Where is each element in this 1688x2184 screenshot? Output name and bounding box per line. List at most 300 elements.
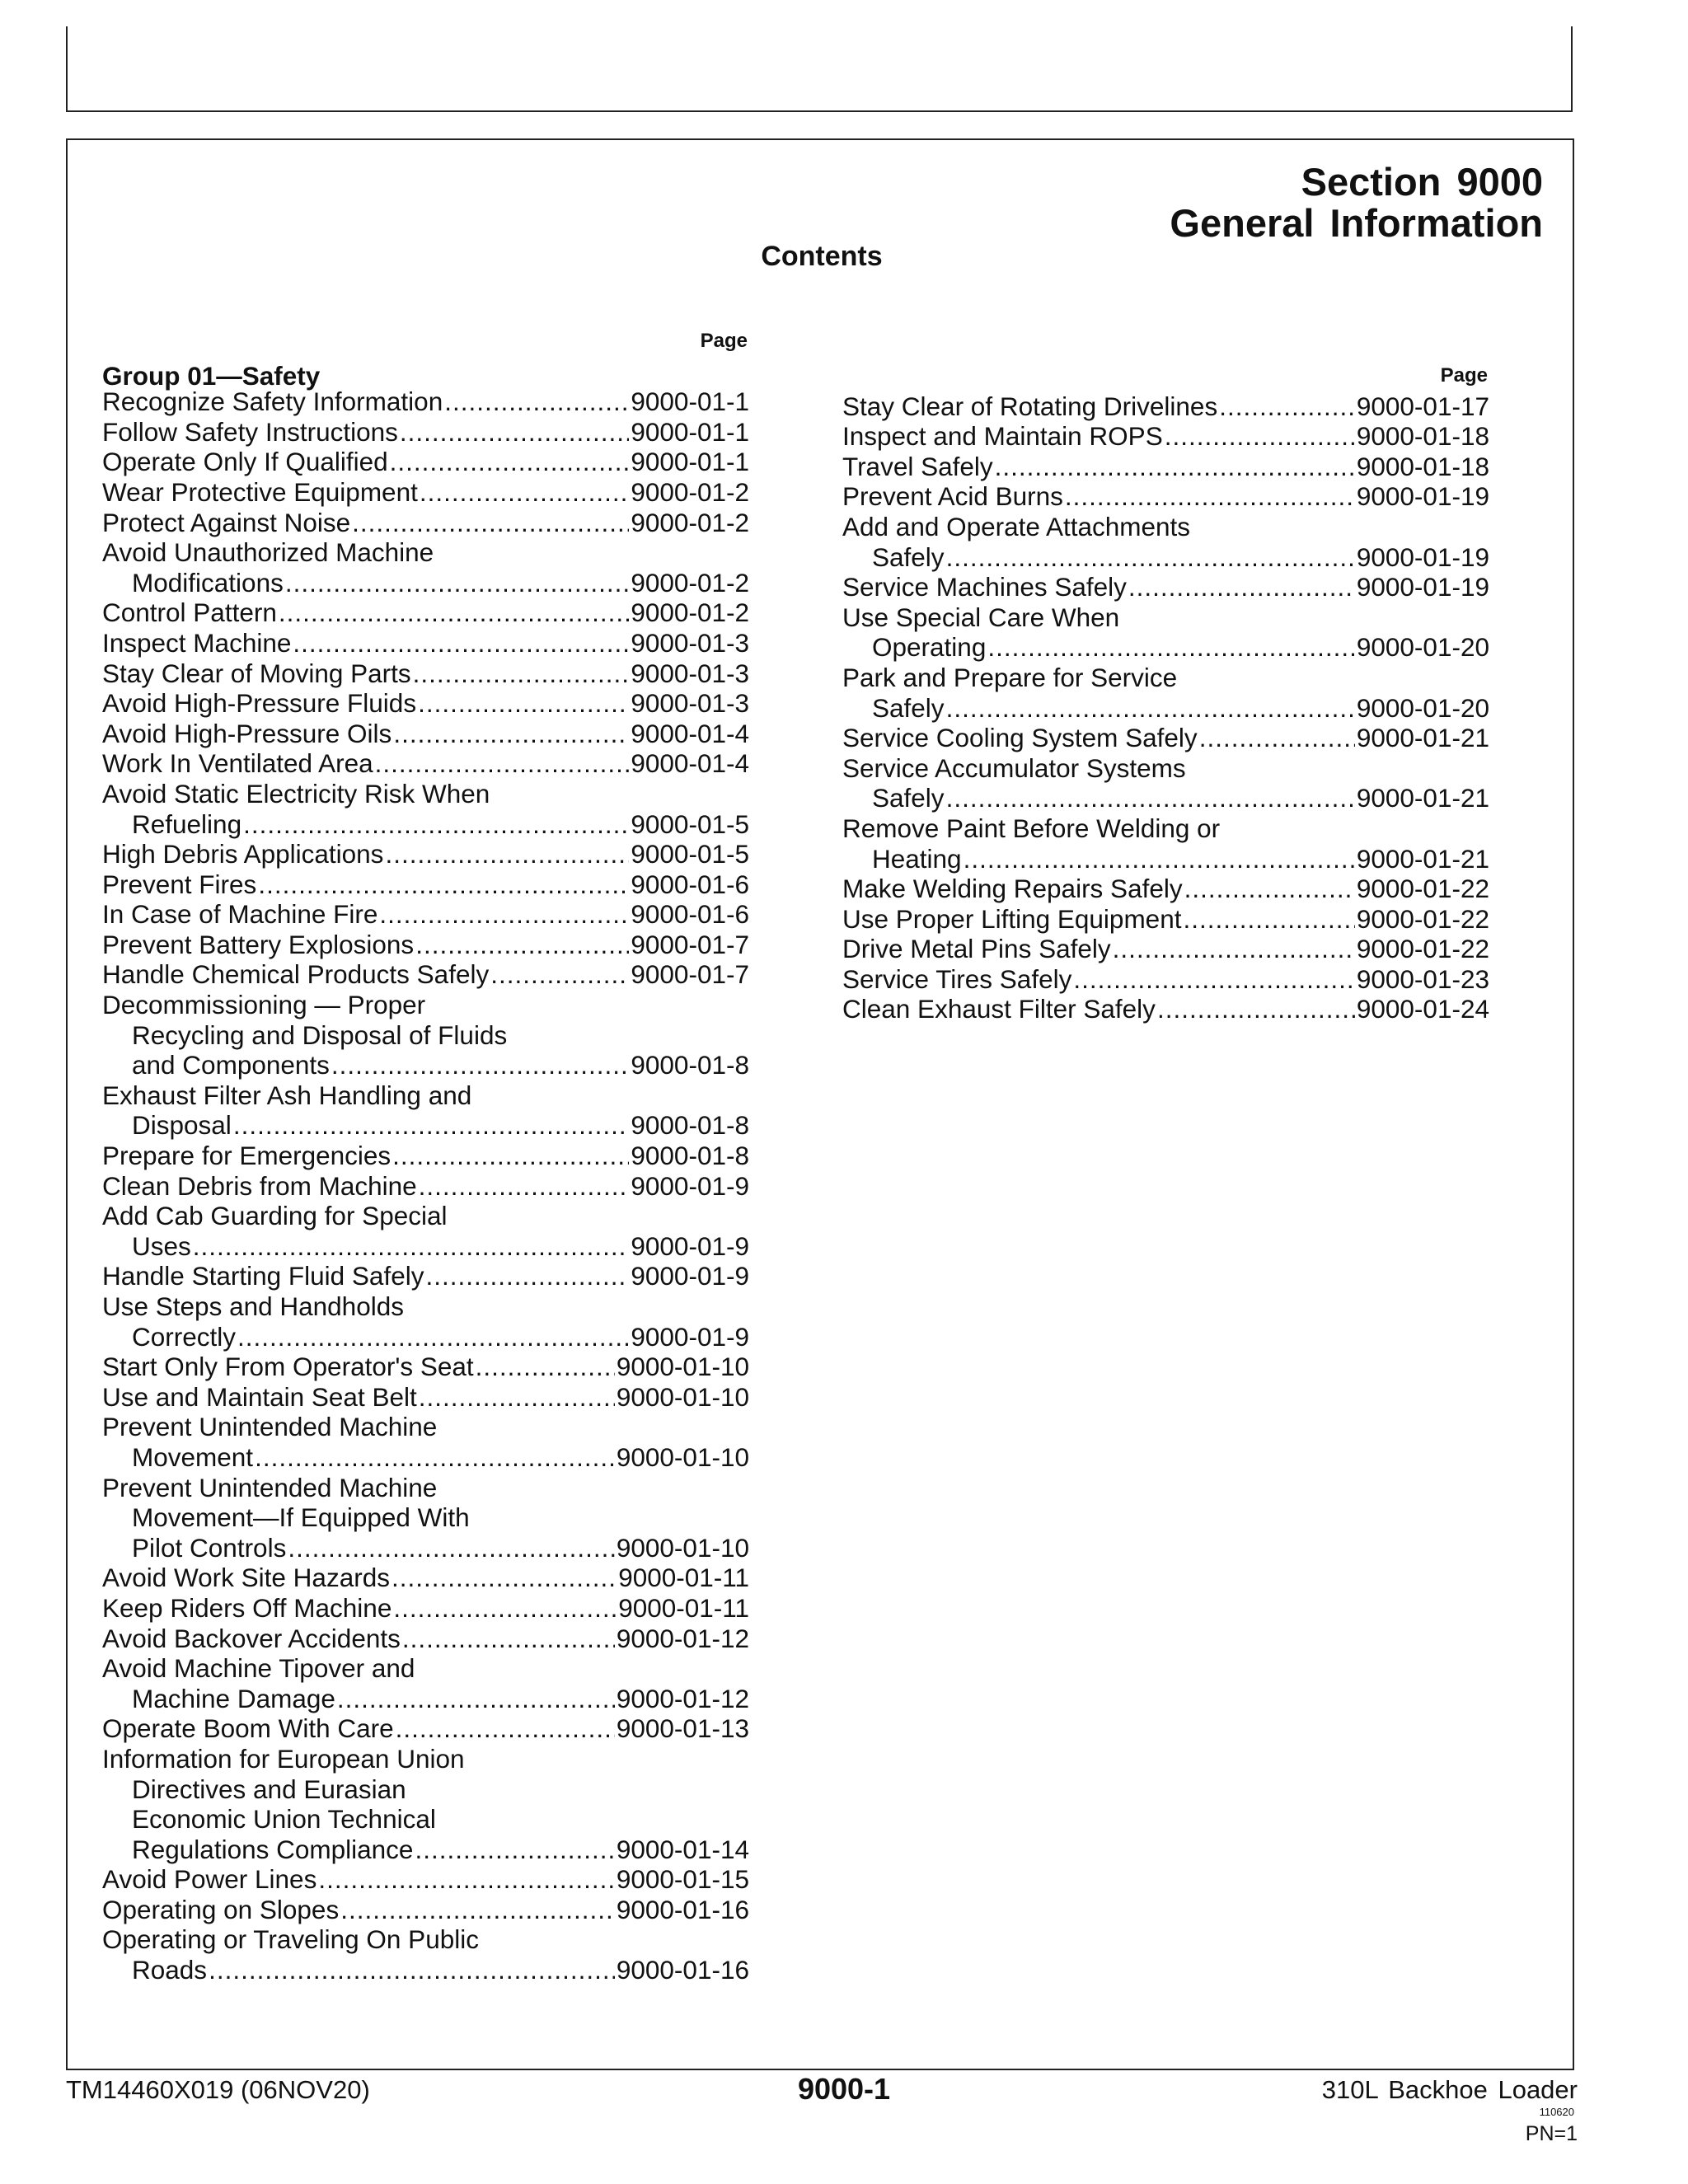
toc-entry-row (102, 959, 749, 990)
toc-entry-row (842, 874, 1489, 904)
toc-entry-page: 9000-01-16 (616, 1894, 749, 1924)
toc-entry-row (842, 452, 1489, 482)
dot-leader (243, 809, 629, 840)
toc-entry-title: Inspect Machine (102, 627, 292, 658)
toc-entry-title: Safely (872, 783, 945, 813)
toc-entry-page: 9000-01-6 (631, 869, 749, 899)
toc-entry[interactable] (102, 899, 749, 930)
toc-entry-row (102, 869, 749, 900)
toc-entry[interactable] (842, 572, 1489, 602)
toc-entry-title: Clean Debris from Machine (102, 1170, 417, 1201)
dot-leader (425, 1261, 629, 1291)
toc-entry-row (102, 1955, 749, 1985)
toc-entry-row (102, 1624, 749, 1654)
dot-leader (415, 1835, 614, 1865)
toc-entry-page: 9000-01-5 (631, 808, 749, 839)
toc-left-entries (102, 387, 749, 1985)
toc-entry[interactable] (102, 990, 749, 1080)
toc-entry[interactable] (102, 839, 749, 869)
toc-entry-page: 9000-01-11 (618, 1563, 749, 1593)
dot-leader (946, 542, 1355, 573)
toc-entry-row (102, 1352, 749, 1382)
toc-entry-row (842, 421, 1489, 452)
toc-entry-title-line: Economic Union Technical (132, 1804, 436, 1835)
toc-entry[interactable] (102, 1171, 749, 1202)
toc-entry-row (102, 1171, 749, 1202)
toc-entry-title-line: Recycling and Disposal of Fluids (132, 1019, 508, 1050)
dot-leader (288, 1533, 615, 1563)
toc-entry-title-line: Use Steps and Handholds (102, 1291, 404, 1321)
toc-entry[interactable] (102, 719, 749, 749)
dot-leader (995, 452, 1355, 482)
dot-leader (279, 598, 630, 628)
toc-entry-title: Avoid High-Pressure Oils (102, 718, 392, 748)
toc-entry-row (102, 899, 749, 930)
toc-entry-title-line: Operating or Traveling On Public (102, 1924, 479, 1955)
toc-entry-title: and Components (132, 1050, 330, 1080)
toc-entry-row (102, 1713, 749, 1744)
toc-entry-row (842, 783, 1489, 813)
dot-leader (1073, 964, 1355, 995)
toc-entry-row (102, 1141, 749, 1171)
dot-leader (1199, 723, 1355, 753)
toc-entry-page: 9000-01-19 (1356, 572, 1489, 602)
dot-leader (419, 1171, 630, 1202)
toc-entry-page: 9000-01-24 (1356, 994, 1489, 1024)
dot-leader (946, 693, 1355, 724)
toc-entry-title-line: Avoid Static Electricity Risk When (102, 778, 490, 808)
dot-leader (193, 1231, 630, 1262)
toc-entry-page: 9000-01-4 (631, 718, 749, 748)
dot-leader (396, 1713, 615, 1744)
toc-entry[interactable] (102, 628, 749, 658)
toc-entry[interactable] (842, 391, 1489, 422)
dot-leader (400, 417, 629, 448)
toc-entry-row (842, 391, 1489, 422)
toc-entry[interactable] (842, 994, 1489, 1024)
toc-entry-title: Make Welding Repairs Safely (842, 874, 1183, 904)
toc-entry-title: Prevent Battery Explosions (102, 929, 415, 959)
toc-entry-title: Use and Maintain Seat Belt (102, 1381, 417, 1412)
dot-leader (393, 1593, 617, 1624)
toc-entry-row (102, 447, 749, 477)
dot-leader (987, 632, 1355, 663)
toc-entry-row (102, 658, 749, 689)
toc-entry-row (102, 1864, 749, 1895)
toc-entry-title: Operating (872, 632, 987, 663)
toc-entry[interactable] (102, 1713, 749, 1744)
toc-entry-row (102, 1684, 749, 1714)
toc-entry-title: Disposal (132, 1110, 232, 1141)
toc-entry-page: 9000-01-9 (631, 1261, 749, 1291)
toc-entry-title-line: Prevent Unintended Machine (102, 1412, 438, 1442)
toc-entry[interactable] (102, 1593, 749, 1624)
toc-entry[interactable] (102, 1473, 749, 1563)
toc-entry-page: 9000-01-15 (616, 1864, 749, 1895)
toc-entry-page: 9000-01-10 (616, 1532, 749, 1563)
toc-entry-title: Safely (872, 692, 945, 723)
toc-entry[interactable] (102, 1352, 749, 1382)
toc-entry-page: 9000-01-11 (618, 1592, 749, 1623)
toc-entry[interactable] (842, 723, 1489, 753)
toc-entry[interactable] (842, 934, 1489, 964)
toc-entry[interactable] (102, 930, 749, 960)
toc-entry-title: Keep Riders Off Machine (102, 1592, 392, 1623)
dot-leader (402, 1624, 615, 1654)
toc-entry-title: Refueling (132, 808, 242, 839)
toc-entry[interactable] (842, 512, 1489, 572)
dot-leader (379, 899, 629, 930)
dot-leader (233, 1110, 630, 1141)
toc-entry-row (842, 844, 1489, 874)
toc-entry-page: 9000-01-3 (631, 658, 749, 688)
toc-entry[interactable] (102, 1382, 749, 1413)
toc-entry[interactable] (842, 481, 1489, 512)
toc-entry-row (102, 1050, 749, 1080)
toc-entry-page: 9000-01-2 (631, 507, 749, 537)
toc-entry[interactable] (102, 1563, 749, 1593)
content-frame (66, 138, 1574, 2070)
toc-entry[interactable] (102, 447, 749, 477)
toc-entry-title: High Debris Applications (102, 839, 384, 869)
toc-entry-row (102, 477, 749, 508)
toc-entry[interactable] (102, 1744, 749, 1864)
toc-entry[interactable] (842, 452, 1489, 482)
toc-entry-title: Uses (132, 1230, 191, 1261)
toc-entry-title-line: Movement—If Equipped With (132, 1502, 470, 1533)
toc-entry-page: 9000-01-16 (616, 1955, 749, 1985)
dot-leader (375, 748, 630, 779)
dot-leader (415, 930, 629, 960)
toc-entry-page: 9000-01-12 (616, 1623, 749, 1653)
toc-entry-title: Drive Metal Pins Safely (842, 934, 1111, 964)
toc-entry-row (842, 572, 1489, 602)
toc-entry-page: 9000-01-8 (631, 1141, 749, 1171)
dot-leader (1184, 874, 1355, 904)
toc-right-entries (842, 391, 1489, 1024)
toc-entry-title: Stay Clear of Rotating Drivelines (842, 391, 1218, 421)
toc-entry[interactable] (842, 602, 1489, 663)
dot-leader (293, 628, 629, 658)
toc-entry[interactable] (102, 688, 749, 719)
toc-entry-title: Heating (872, 843, 962, 874)
dot-leader (419, 1382, 615, 1413)
toc-entry-page: 9000-01-14 (616, 1834, 749, 1864)
toc-entry-title: Start Only From Operator's Seat (102, 1352, 474, 1382)
toc-entry-page: 9000-01-17 (1356, 391, 1489, 421)
page-column-label: Page (700, 330, 748, 352)
toc-entry-page: 9000-01-21 (1356, 843, 1489, 874)
toc-entry-title: Wear Protective Equipment (102, 476, 418, 507)
toc-entry-page: 9000-01-6 (631, 899, 749, 930)
dot-leader (237, 1322, 629, 1352)
footer-doc-id: TM14460X019 (06NOV20) (66, 2075, 370, 2104)
toc-entry-page: 9000-01-19 (1356, 481, 1489, 512)
toc-entry-row (842, 934, 1489, 964)
toc-entry-title: Use Proper Lifting Equipment (842, 903, 1182, 934)
toc-entry-page: 9000-01-9 (631, 1170, 749, 1201)
toc-entry-row (102, 1110, 749, 1141)
toc-entry-title-line: Service Accumulator Systems (842, 752, 1186, 783)
toc-entry-title-line: Decommissioning — Proper (102, 990, 426, 1020)
toc-entry-title: Prevent Fires (102, 869, 257, 899)
toc-entry-title: Service Machines Safely (842, 572, 1127, 602)
toc-entry-row (102, 1442, 749, 1473)
toc-entry-row (102, 719, 749, 749)
page-column-label-right: Page (1440, 364, 1488, 387)
toc-entry-title: Clean Exhaust Filter Safely (842, 994, 1156, 1024)
toc-entry[interactable] (102, 1080, 749, 1141)
toc-entry[interactable] (102, 1924, 749, 1985)
toc-entry-page: 9000-01-7 (631, 959, 749, 990)
toc-entry-page: 9000-01-3 (631, 688, 749, 719)
toc-entry-page: 9000-01-2 (631, 476, 749, 507)
toc-entry[interactable] (102, 508, 749, 538)
toc-entry[interactable] (842, 874, 1489, 904)
toc-entry-title: Prepare for Emergencies (102, 1141, 392, 1171)
toc-entry-page: 9000-01-13 (616, 1713, 749, 1744)
toc-entry-row (842, 542, 1489, 573)
toc-entry-page: 9000-01-19 (1356, 541, 1489, 572)
toc-entry-title: Inspect and Maintain ROPS (842, 421, 1163, 452)
toc-entry-title: Operate Boom With Care (102, 1713, 394, 1744)
toc-entry[interactable] (842, 904, 1489, 935)
toc-entry-title: Correctly (132, 1321, 237, 1352)
toc-entry-title: Pilot Controls (132, 1532, 287, 1563)
toc-entry-title: Handle Starting Fluid Safely (102, 1261, 424, 1291)
footer-product: 310L Backhoe Loader (1321, 2075, 1578, 2104)
toc-entry[interactable] (102, 658, 749, 689)
toc-right-column (842, 361, 1489, 1024)
dot-leader (1128, 572, 1355, 602)
toc-entry-page: 9000-01-10 (616, 1352, 749, 1382)
toc-entry[interactable] (102, 477, 749, 508)
section-title (1170, 162, 1543, 244)
toc-entry-title-line: Add Cab Guarding for Special (102, 1201, 448, 1231)
toc-entry-row (102, 748, 749, 779)
toc-entry-row (842, 632, 1489, 663)
toc-entry-row (102, 417, 749, 448)
toc-entry[interactable] (842, 753, 1489, 813)
toc-entry-row (102, 688, 749, 719)
toc-entry-title: Operate Only If Qualified (102, 447, 388, 477)
toc-entry-page: 9000-01-3 (631, 627, 749, 658)
toc-entry-title: Operating on Slopes (102, 1894, 340, 1924)
toc-entry[interactable] (102, 1624, 749, 1654)
toc-entry-title-line: Add and Operate Attachments (842, 511, 1191, 541)
toc-entry[interactable] (842, 813, 1489, 874)
dot-leader (1219, 391, 1355, 422)
dot-leader (413, 658, 630, 689)
toc-entry-row (102, 1322, 749, 1352)
toc-entry-row (102, 387, 749, 417)
dot-leader (340, 1895, 615, 1925)
toc-entry-row (102, 839, 749, 869)
toc-entry[interactable] (102, 1291, 749, 1352)
toc-entry-page: 9000-01-2 (631, 567, 749, 598)
toc-entry-page: 9000-01-22 (1356, 874, 1489, 904)
toc-entry-page: 9000-01-4 (631, 748, 749, 779)
toc-entry[interactable] (102, 869, 749, 900)
toc-entry-title: Work In Ventilated Area (102, 748, 373, 779)
toc-entry-title: Protect Against Noise (102, 507, 351, 537)
toc-entry-title: Movement (132, 1441, 254, 1472)
dot-leader (1065, 481, 1355, 512)
toc-entry-title: Travel Safely (842, 451, 993, 481)
toc-entry-page: 9000-01-21 (1356, 723, 1489, 753)
toc-entry-title-line: Prevent Unintended Machine (102, 1472, 438, 1502)
toc-entry[interactable] (102, 748, 749, 779)
toc-entry-title: Stay Clear of Moving Parts (102, 658, 411, 688)
dot-leader (255, 1442, 615, 1473)
toc-entry-row (102, 809, 749, 840)
dot-leader (337, 1684, 615, 1714)
toc-entry[interactable] (102, 1141, 749, 1171)
dot-leader (418, 688, 629, 719)
toc-entry-row (842, 904, 1489, 935)
toc-entry-title: Avoid Work Site Hazards (102, 1563, 390, 1593)
toc-entry-title: Service Cooling System Safely (842, 723, 1198, 753)
toc-entry-page: 9000-01-2 (631, 598, 749, 628)
dot-leader (1157, 994, 1355, 1024)
toc-entry-page: 9000-01-20 (1356, 692, 1489, 723)
toc-entry-page: 9000-01-18 (1356, 451, 1489, 481)
dot-leader (393, 719, 629, 749)
toc-entry-title: Avoid Backover Accidents (102, 1623, 401, 1653)
toc-entry-title: Handle Chemical Products Safely (102, 959, 490, 990)
section-number: Section 9000 (1301, 160, 1543, 204)
dot-leader (476, 1352, 615, 1382)
toc-entry-page: 9000-01-23 (1356, 963, 1489, 994)
toc-entry[interactable] (102, 1864, 749, 1895)
dot-leader (1113, 934, 1355, 964)
toc-entry-page: 9000-01-22 (1356, 934, 1489, 964)
toc-entry-title: Prevent Acid Burns (842, 481, 1063, 512)
toc-entry[interactable] (842, 421, 1489, 452)
toc-entry-page: 9000-01-8 (631, 1050, 749, 1080)
toc-entry-title: Regulations Compliance (132, 1834, 414, 1864)
toc-entry[interactable] (102, 598, 749, 628)
dot-leader (392, 1141, 629, 1171)
dot-leader (420, 477, 630, 508)
toc-entry[interactable] (102, 387, 749, 417)
toc-entry-row (102, 1593, 749, 1624)
toc-entry-row (842, 693, 1489, 724)
toc-entry-row (102, 598, 749, 628)
toc-entry-title-line: Avoid Machine Tipover and (102, 1653, 415, 1684)
dot-leader (946, 783, 1355, 813)
toc-entry[interactable] (102, 779, 749, 839)
dot-leader (209, 1955, 615, 1985)
toc-entry-title-line: Use Special Care When (842, 602, 1120, 632)
toc-entry-title: Service Tires Safely (842, 963, 1072, 994)
dot-leader (964, 844, 1355, 874)
toc-entry-title: Recognize Safety Information (102, 387, 443, 417)
toc-entry-page: 9000-01-7 (631, 929, 749, 959)
toc-entry-title: Avoid High-Pressure Fluids (102, 688, 417, 719)
dot-leader (1165, 421, 1355, 452)
dot-leader (258, 869, 629, 900)
toc-entry[interactable] (842, 964, 1489, 995)
toc-entry[interactable] (842, 663, 1489, 723)
toc-entry[interactable] (102, 417, 749, 448)
toc-entry-page: 9000-01-22 (1356, 903, 1489, 934)
section-name: General Information (1170, 201, 1543, 245)
toc-entry-page: 9000-01-9 (631, 1230, 749, 1261)
toc-entry-title-line: Remove Paint Before Welding or (842, 813, 1221, 843)
toc-entry-title-line: Park and Prepare for Service (842, 662, 1178, 692)
dot-leader (318, 1864, 615, 1895)
toc-entry-title-line: Information for European Union (102, 1743, 465, 1774)
toc-entry-title: Control Pattern (102, 598, 277, 628)
toc-entry-page: 9000-01-1 (631, 416, 749, 447)
toc-entry[interactable] (102, 1261, 749, 1291)
dot-leader (331, 1050, 629, 1080)
toc-entry-title: Safely (872, 541, 945, 572)
toc-entry-page: 9000-01-20 (1356, 632, 1489, 663)
footer-code: 110620 (1539, 2106, 1574, 2118)
toc-entry-page: 9000-01-8 (631, 1110, 749, 1141)
toc-entry-page: 9000-01-12 (616, 1683, 749, 1713)
toc-entry-row (102, 1261, 749, 1291)
toc-entry[interactable] (102, 1895, 749, 1925)
dot-leader (1183, 904, 1354, 935)
toc-entry[interactable] (102, 1201, 749, 1261)
toc-entry-page: 9000-01-1 (631, 447, 749, 477)
toc-entry-row (102, 568, 749, 598)
toc-entry[interactable] (102, 959, 749, 990)
contents-heading: Contents (761, 241, 883, 272)
toc-entry-page: 9000-01-21 (1356, 783, 1489, 813)
toc-entry-title-line: Exhaust Filter Ash Handling and (102, 1080, 472, 1110)
toc-entry[interactable] (102, 1412, 749, 1472)
toc-entry-row (102, 1835, 749, 1865)
toc-entry-title: Modifications (132, 567, 284, 598)
toc-entry-row (842, 994, 1489, 1024)
footer-page-number: 9000-1 (797, 2072, 891, 2106)
footer-pn: PN=1 (1525, 2122, 1578, 2145)
dot-leader (390, 447, 630, 477)
toc-entry[interactable] (102, 537, 749, 598)
toc-entry-title: Avoid Power Lines (102, 1864, 317, 1895)
toc-entry-page: 9000-01-1 (631, 387, 749, 417)
toc-entry-row (102, 1231, 749, 1262)
toc-left-column (102, 326, 749, 1985)
toc-entry-row (102, 1533, 749, 1563)
toc-entry-page: 9000-01-5 (631, 839, 749, 869)
dot-leader (444, 387, 629, 417)
toc-entry-row (102, 628, 749, 658)
dot-leader (285, 568, 630, 598)
dot-leader (352, 508, 629, 538)
toc-entry-title: Follow Safety Instructions (102, 416, 398, 447)
toc-entry-title: Machine Damage (132, 1683, 335, 1713)
toc-entry-page: 9000-01-18 (1356, 421, 1489, 452)
group-heading: Group 01—Safety (102, 360, 321, 391)
toc-entry-row (842, 481, 1489, 512)
toc-entry-page: 9000-01-10 (616, 1441, 749, 1472)
toc-entry-row (102, 930, 749, 960)
toc-entry-title: Roads (132, 1955, 208, 1985)
toc-entry[interactable] (102, 1653, 749, 1713)
toc-entry-row (842, 964, 1489, 995)
top-frame (66, 26, 1573, 112)
toc-entry-row (102, 1563, 749, 1593)
toc-entry-page: 9000-01-9 (631, 1321, 749, 1352)
toc-entry-title: In Case of Machine Fire (102, 899, 378, 930)
dot-leader (490, 959, 629, 990)
dot-leader (392, 1563, 617, 1593)
